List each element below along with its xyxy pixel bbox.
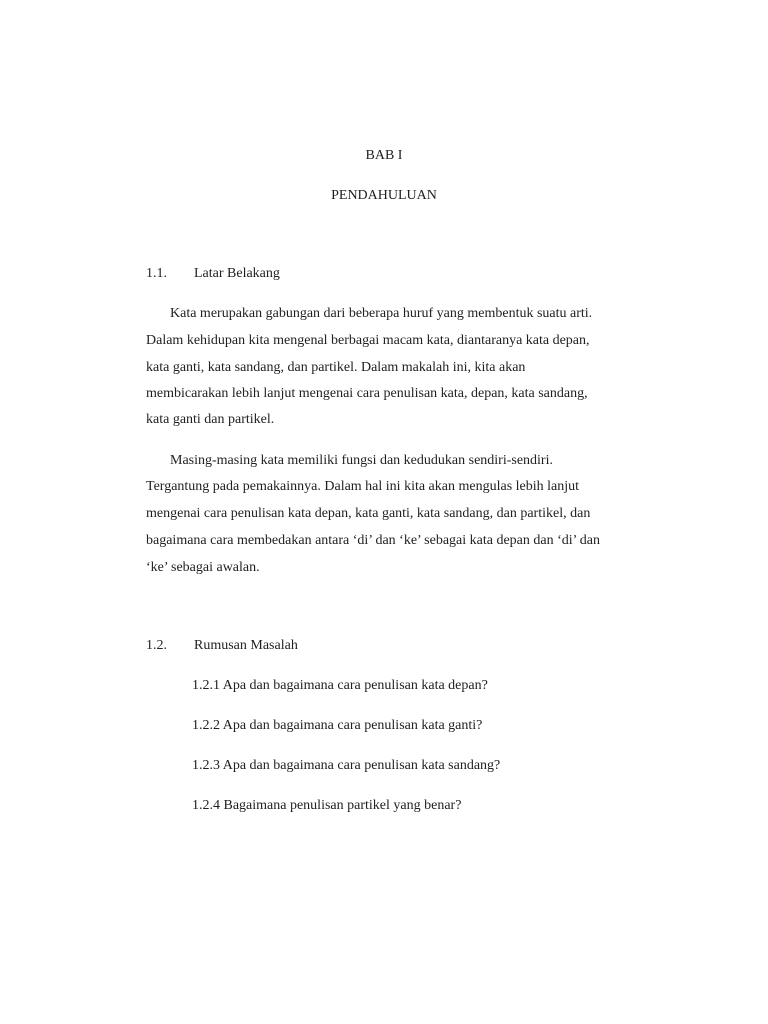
- list-item: 1.2.4 Bagaimana penulisan partikel yang benar?: [192, 798, 462, 813]
- paragraph-line: kata ganti dan partikel.: [146, 412, 275, 427]
- paragraph-line: Masing-masing kata memiliki fungsi dan kedudukan sendiri-sendiri.: [170, 453, 553, 468]
- paragraph-line: membicarakan lebih lanjut mengenai cara penulisan kata, depan, kata sandang,: [146, 386, 588, 401]
- paragraph-line: ‘ke’ sebagai awalan.: [146, 560, 260, 575]
- section-number: 1.2.: [146, 638, 167, 653]
- chapter-title: PENDAHULUAN: [331, 188, 437, 203]
- section-title: Latar Belakang: [194, 266, 280, 281]
- paragraph-line: mengenai cara penulisan kata depan, kata ganti, kata sandang, dan partikel, dan: [146, 506, 591, 521]
- section-heading-rumusan-masalah: [146, 638, 298, 655]
- chapter-number: BAB I: [365, 148, 403, 163]
- section-title: Rumusan Masalah: [194, 638, 298, 653]
- list-item: 1.2.1 Apa dan bagaimana cara penulisan kata depan?: [192, 678, 488, 693]
- paragraph-line: Dalam kehidupan kita mengenal berbagai macam kata, diantaranya kata depan,: [146, 333, 590, 348]
- list-item: 1.2.3 Apa dan bagaimana cara penulisan kata sandang?: [192, 758, 501, 773]
- section-heading-latar-belakang: [146, 266, 280, 283]
- list-item: 1.2.2 Apa dan bagaimana cara penulisan kata ganti?: [192, 718, 483, 733]
- section-number: 1.1.: [146, 266, 167, 281]
- paragraph-line: Tergantung pada pemakainnya. Dalam hal ini kita akan mengulas lebih lanjut: [146, 479, 580, 494]
- paragraph-line: bagaimana cara membedakan antara ‘di’ dan ‘ke’ sebagai kata depan dan ‘di’ dan: [146, 533, 600, 548]
- paragraph-line: Kata merupakan gabungan dari beberapa huruf yang membentuk suatu arti.: [170, 306, 593, 321]
- paragraph-line: kata ganti, kata sandang, dan partikel. Dalam makalah ini, kita akan: [146, 360, 526, 375]
